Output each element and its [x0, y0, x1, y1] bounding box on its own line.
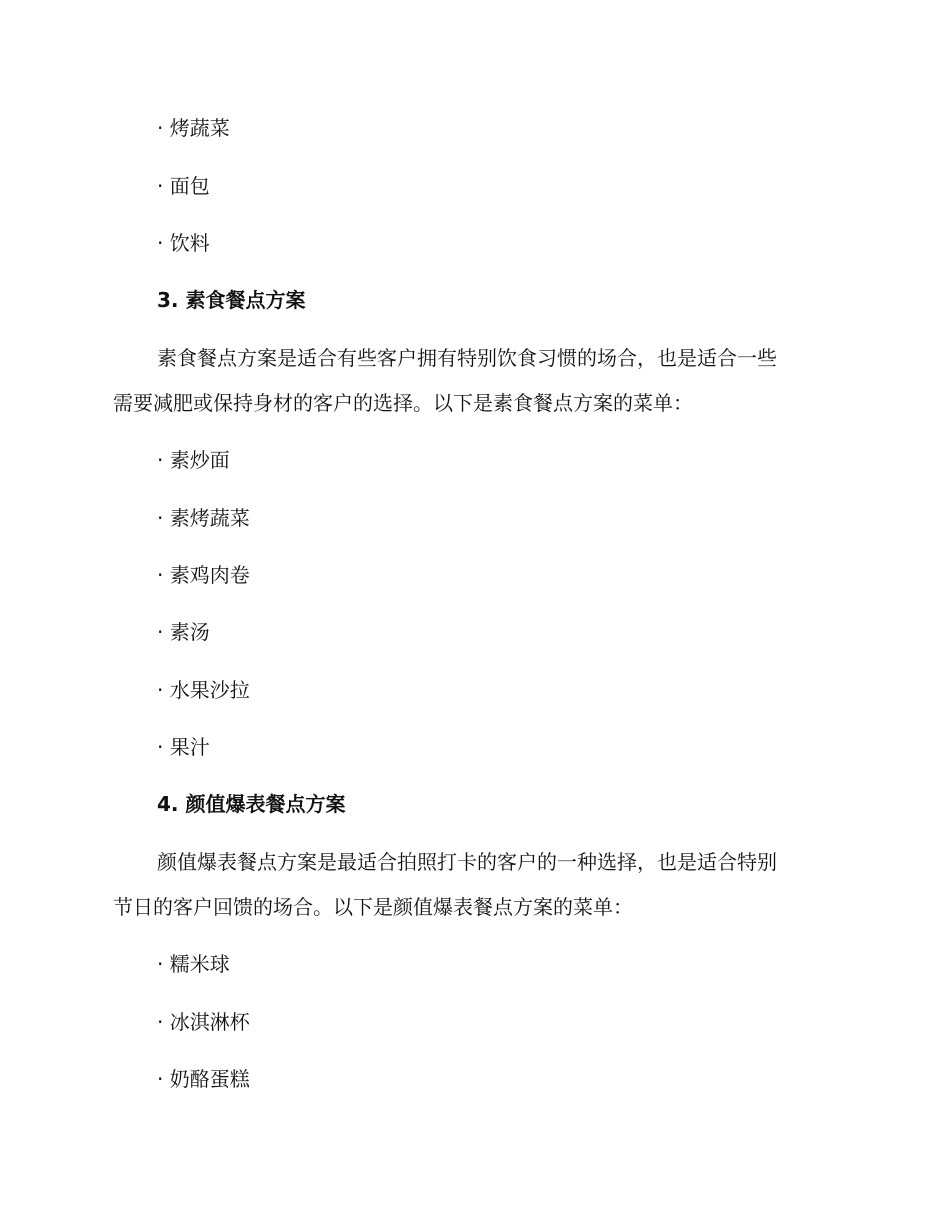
paragraph-line: 素食餐点方案是适合有些客户拥有特别饮食习惯的场合，也是适合一些	[157, 346, 777, 370]
list-item: · 烤蔬菜	[157, 116, 230, 140]
list-item: · 素鸡肉卷	[157, 563, 250, 587]
section-heading: 3. 素食餐点方案	[157, 288, 306, 312]
list-item: · 饮料	[157, 231, 210, 255]
section-heading: 4. 颜值爆表餐点方案	[157, 792, 346, 816]
paragraph-line: 需要减肥或保持身材的客户的选择。以下是素食餐点方案的菜单：	[113, 391, 693, 415]
list-item: · 面包	[157, 174, 210, 198]
list-item: · 果汁	[157, 735, 210, 759]
list-item: · 素炒面	[157, 448, 230, 472]
list-item: · 水果沙拉	[157, 678, 250, 702]
list-item: · 糯米球	[157, 952, 230, 976]
list-item: · 奶酪蛋糕	[157, 1067, 250, 1091]
paragraph-line: 节日的客户回馈的场合。以下是颜值爆表餐点方案的菜单：	[113, 895, 633, 919]
paragraph-line: 颜值爆表餐点方案是最适合拍照打卡的客户的一种选择，也是适合特别	[157, 850, 777, 874]
list-item: · 冰淇淋杯	[157, 1010, 250, 1034]
list-item: · 素烤蔬菜	[157, 506, 250, 530]
list-item: · 素汤	[157, 620, 210, 644]
